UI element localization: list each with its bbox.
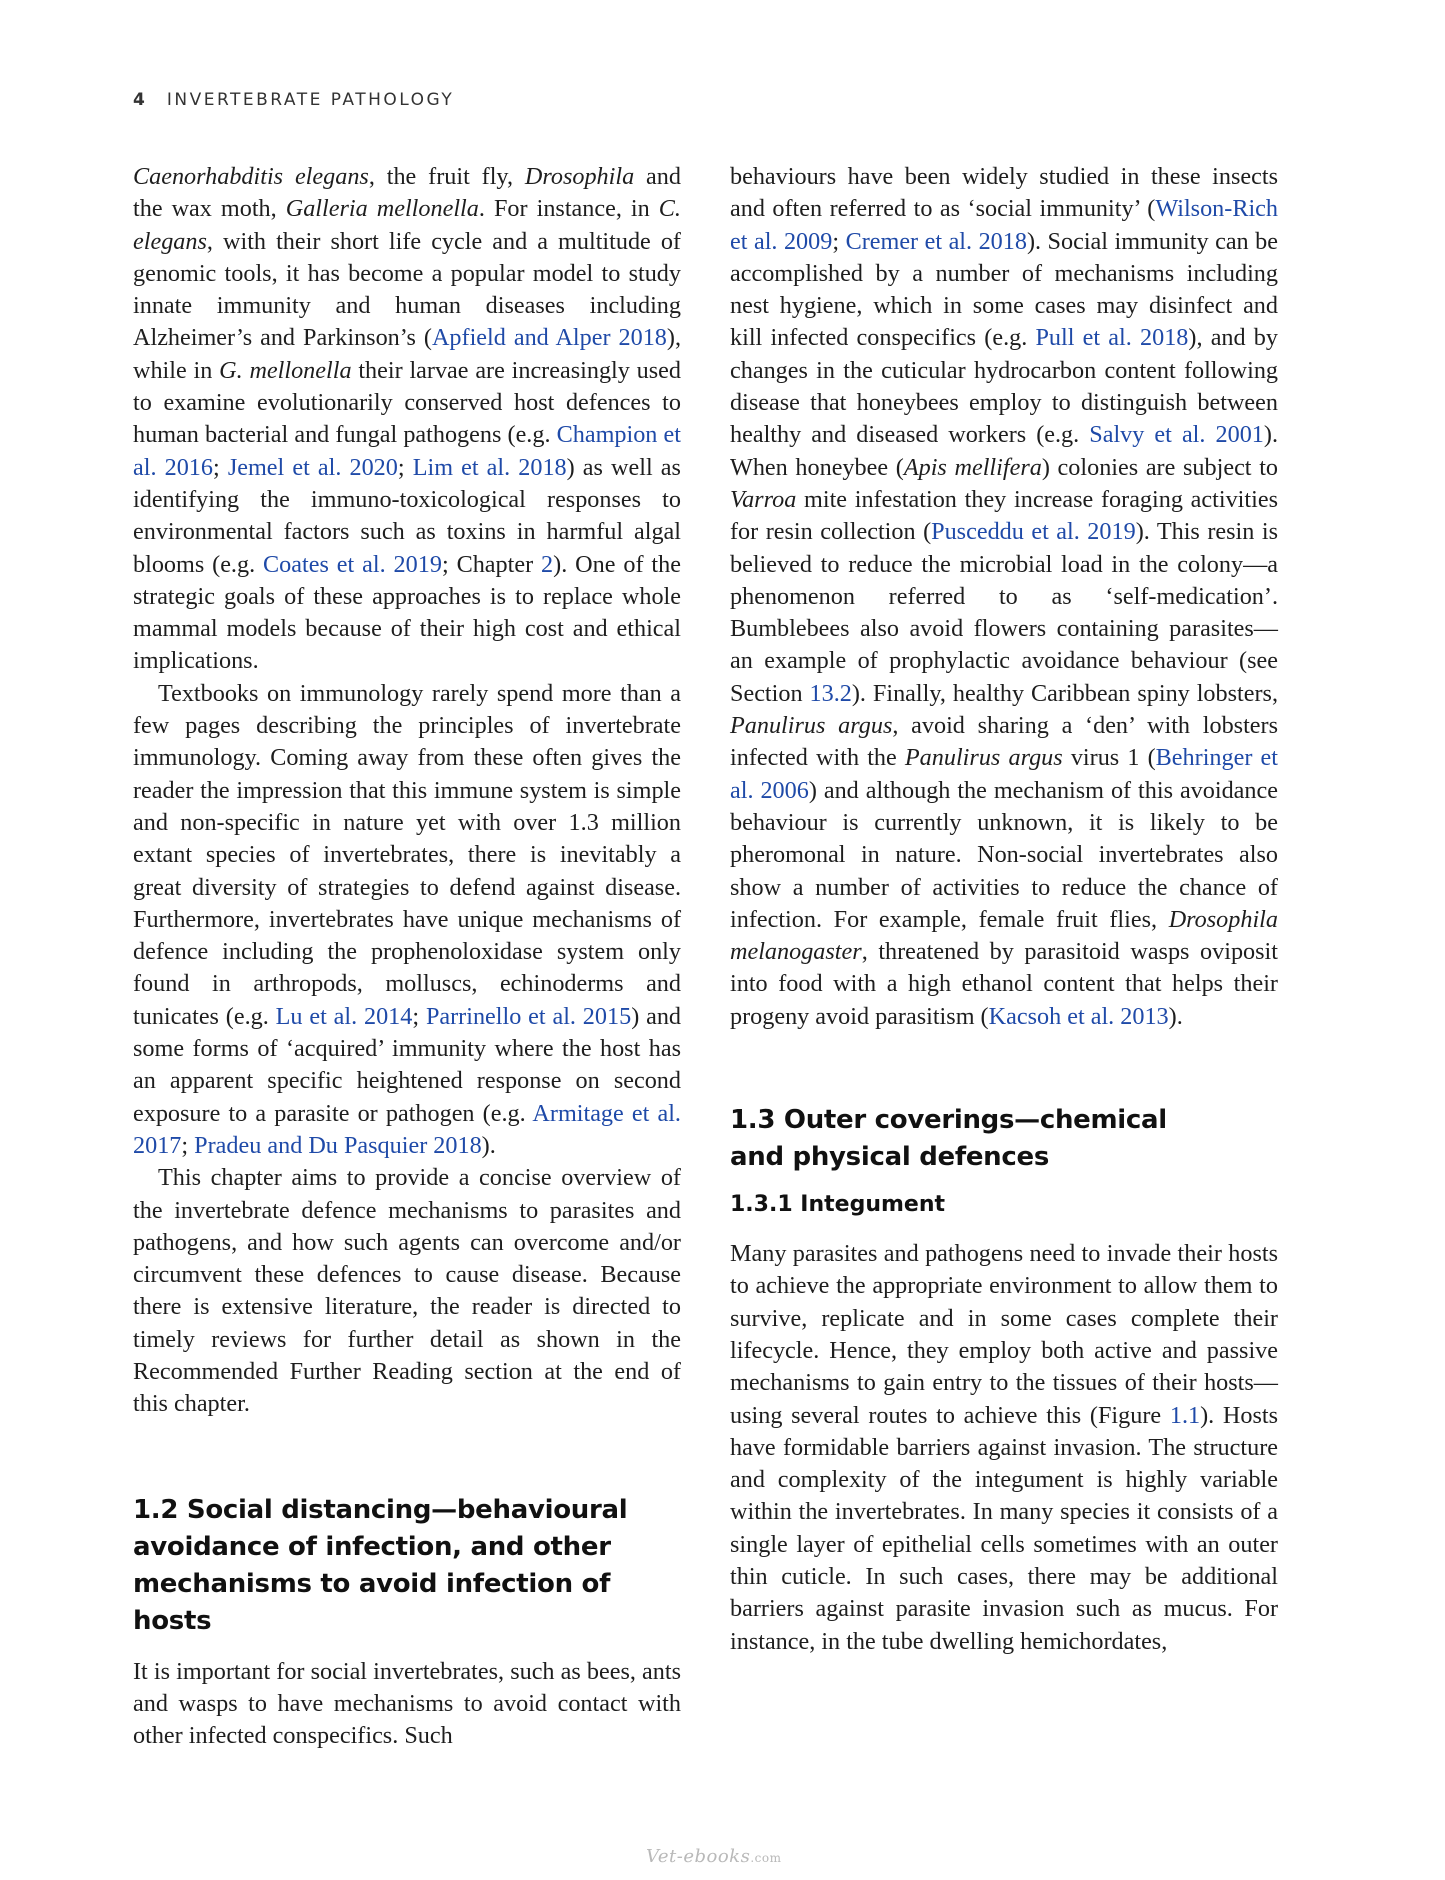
italic-term: Varroa — [730, 485, 797, 513]
citation-link[interactable]: Lu et al. 2014 — [275, 1002, 413, 1030]
citation-link[interactable]: Pradeu and Du Pasquier 2018 — [194, 1131, 482, 1159]
citation-link[interactable]: Pull et al. 2018 — [1035, 324, 1189, 352]
section-heading-1-2: 1.2 Social distancing—behavioural avoidance of infection, and other mechanisms to avoid infection of hosts — [133, 1494, 628, 1636]
italic-term: Panulirus argus — [730, 712, 893, 740]
paragraph: This chapter aims to provide a concise overview of the invertebrate defence mechanisms to parasites and pathogens, and how such agents can overcome and/or circumvent these defences to cause disease. Because there is extensive literature, the reader is directed to timely reviews for further detail as shown in the Recommended Further Reading section at the end of this chapter. — [133, 1164, 681, 1418]
citation-link[interactable]: Coates et al. 2019 — [263, 550, 442, 578]
left-column — [133, 161, 681, 1752]
citation-link[interactable]: Jemel et al. 2020 — [227, 453, 398, 481]
citation-link[interactable]: Behringer et al. 2006 — [730, 744, 1278, 804]
citation-link[interactable]: Salvy et al. 2001 — [1089, 421, 1264, 449]
italic-term: Drosophila — [524, 163, 635, 190]
citation-link[interactable]: 1.1 — [1169, 1401, 1201, 1429]
citation-link[interactable]: 2 — [541, 550, 554, 578]
paragraph: behaviours have been widely studied in these insects and often referred to as ‘social immunity’ (Wilson-Rich et al. 2009; Cremer et al. 2018). Social immunity can be accomplished by a number of mechanisms including nest hygiene, which in some cases may disinfect and kill infected conspecifics (e.g. Pull et al. 2018), and by changes in the cuticular hydrocarbon content following disease that honeybees employ to distinguish between healthy and diseased workers (e.g. Salvy et al. 2001). When honeybee (Apis mellifera) colonies are subject to Varroa mite infestation they increase foraging activities for resin collection (Pusceddu et al. 2019). This resin is believed to reduce the microbial load in the colony—a phenomenon referred to as ‘self-medication’. Bumblebees also avoid flowers containing parasites—an example of prophylactic avoidance behaviour (see Section 13.2). Finally, healthy Caribbean spiny lobsters, Panulirus argus, avoid sharing a ‘den’ with lobsters infected with the Panulirus argus virus 1 (Behringer et al. 2006) and although the mechanism of this avoidance behaviour is currently unknown, it is likely to be pheromonal in nature. Non-social invertebrates also show a number of activities to reduce the chance of infection. For example, female fruit flies, Drosophila melanogaster, threatened by parasitoid wasps oviposit into food with a high ethanol content that helps their progeny avoid parasitism (Kacsoh et al. 2013). — [730, 163, 1279, 1030]
citation-link[interactable]: Champion et al. 2016 — [133, 421, 681, 481]
citation-link[interactable]: Armitage et al. 2017 — [133, 1099, 681, 1159]
citation-link[interactable]: Cremer et al. 2018 — [845, 227, 1027, 255]
right-column — [730, 161, 1278, 1658]
citation-link[interactable]: Parrinello et al. 2015 — [425, 1002, 632, 1030]
section-heading-1-3: 1.3 Outer coverings—chemical and physical defences — [730, 1105, 1167, 1173]
italic-term: Drosophila melanogaster — [730, 905, 1278, 966]
italic-term: Galleria mellonella — [285, 195, 479, 223]
citation-link[interactable]: Pusceddu et al. 2019 — [931, 518, 1136, 546]
italic-term: Caenorhabditis elegans — [133, 163, 369, 190]
italic-term: Apis mellifera — [903, 453, 1042, 481]
italic-term: G. mellonella — [219, 356, 352, 384]
paragraph: Textbooks on immunology rarely spend more than a few pages describing the principles of invertebrate immunology. Coming away from these often gives the reader the impression that this immune system is simple and non-specific in nature yet with over 1.3 million extant species of invertebrates, there is inevitably a great diversity of strategies to defend against disease. Furthermore, invertebrates have unique mechanisms of defence including the prophenoloxidase system only found in arthropods, molluscs, echinoderms and tunicates (e.g. Lu et al. 2014; Parrinello et al. 2015) and some forms of ‘acquired’ immunity where the host has an apparent specific heightened response on second exposure to a parasite or pathogen (e.g. Armitage et al. 2017; Pradeu and Du Pasquier 2018). — [133, 679, 682, 1159]
citation-link[interactable]: Lim et al. 2018 — [412, 453, 567, 481]
running-title: INVERTEBRATE PATHOLOGY — [166, 90, 455, 110]
paragraph: Caenorhabditis elegans, the fruit fly, Drosophila and the wax moth, Galleria mellonella. For instance, in C. elegans, with their short life cycle and a multitude of genomic tools, it has become a popular model to study innate immunity and human diseases including Alzheimer’s and Parkinson’s (Apfield and Alper 2018), while in G. mellonella their larvae are increasingly used to examine evolutionarily conserved host defences to human bacterial and fungal pathogens (e.g. Champion et al. 2016; Jemel et al. 2020; Lim et al. 2018) as well as identifying the immuno-toxicological responses to environmental factors such as toxins in harmful algal blooms (e.g. Coates et al. 2019; Chapter 2). One of the strategic goals of these approaches is to replace whole mammal models because of their high cost and ethical implications. — [133, 163, 681, 675]
italic-term: Panulirus argus — [904, 744, 1063, 772]
citation-link[interactable]: Wilson-Rich et al. 2009 — [730, 195, 1278, 255]
watermark-logo: Vet-ebooks.com — [646, 1846, 782, 1867]
paragraph: Many parasites and pathogens need to invade their hosts to achieve the appropriate environment to allow them to survive, replicate and in some cases complete their lifecycle. Hence, they employ both active and passive mechanisms to gain entry to the tissues of their hosts—using several routes to achieve this (Figure 1.1). Hosts have formidable barriers against invasion. The structure and complexity of the integument is highly variable within the invertebrates. In many species it consists of a single layer of epithelial cells sometimes with an outer thin cuticle. In such cases, there may be additional barriers against parasite invasion such as mucus. For instance, in the tube dwelling hemichordates, — [730, 1240, 1279, 1655]
running-header — [133, 90, 454, 110]
page-number: 4 — [133, 90, 145, 110]
subsection-heading-1-3-1: 1.3.1 Integument — [730, 1192, 946, 1218]
citation-link[interactable]: 13.2 — [809, 679, 852, 707]
paragraph: It is important for social invertebrates, such as bees, ants and wasps to have mechanisms to avoid contact with other infected conspecifics. Such — [133, 1657, 681, 1750]
citation-link[interactable]: Kacsoh et al. 2013 — [988, 1002, 1169, 1030]
italic-term: C. elegans — [133, 195, 681, 255]
citation-link[interactable]: Apfield and Alper 2018 — [431, 324, 667, 352]
